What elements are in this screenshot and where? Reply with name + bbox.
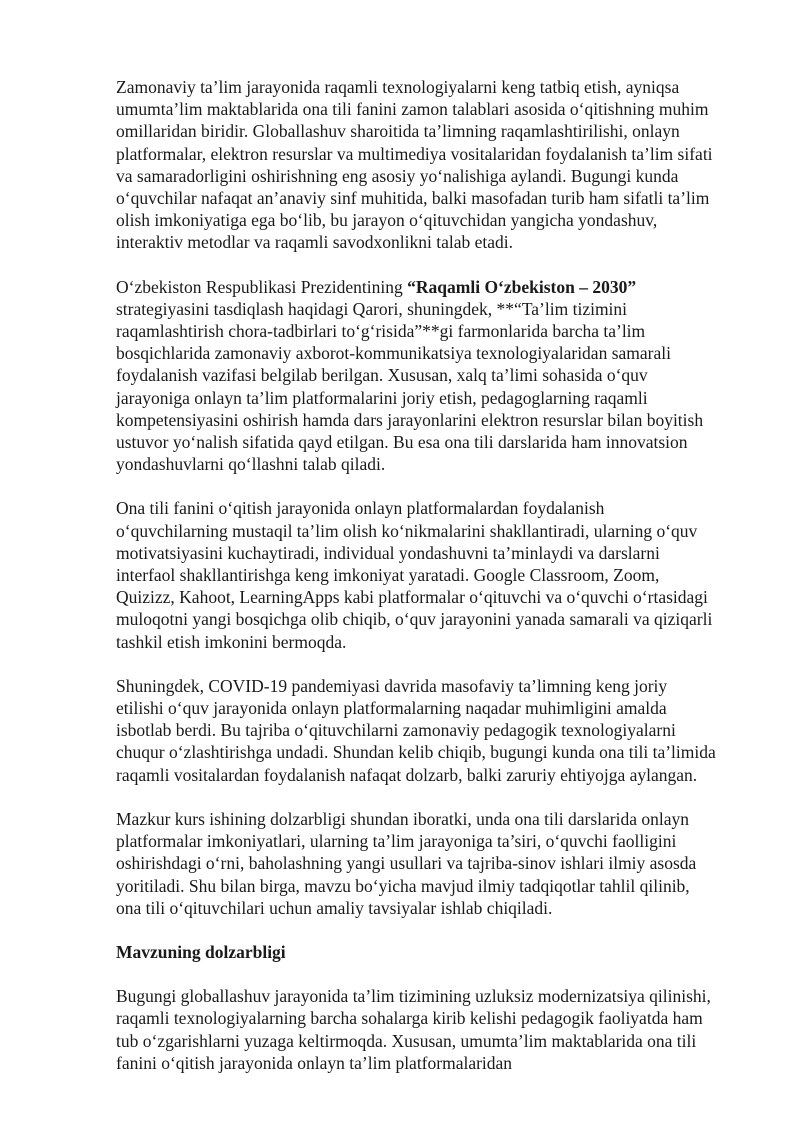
section-heading: Mavzuning dolzarbligi	[116, 941, 286, 962]
document-page	[116, 76, 716, 1074]
paragraph-2	[116, 276, 716, 476]
paragraph-5: Mazkur kurs ishining dolzarbligi shundan iboratki, unda ona tili darslarida onlayn platformalar imkoniyatlari, ularning ta’lim jarayoniga ta’siri, o‘quvchi faolligini oshirishdagi o‘rni, baholashning yangi usullari va tajriba-sinov ishlari ilmiy asosda yoritiladi. Shu bilan birga, mavzu bo‘yicha mavjud ilmiy tadqiqotlar tahlil qilinib, ona tili o‘qituvchilari uchun amaliy tavsiyalar ishlab chiqiladi.	[116, 808, 697, 918]
paragraph-2-intro: O‘zbekiston Respublikasi Prezidentining	[116, 276, 408, 297]
paragraph-1: Zamonaviy ta’lim jarayonida raqamli texnologiyalarni keng tatbiq etish, ayniqsa umumta’lim maktablarida ona tili fanini zamon talablari asosida o‘qitishning muhim omillaridan biridir. Globallashuv sharoitida ta’limning raqamlashtirilishi, onlayn platformalar, elektron resurslar va multimediya vositalaridan foydalanish ta’lim sifati va samaradorligini oshirishning eng asosiy yo‘nalishiga aylandi. Bugungi kunda o‘quvchilar nafaqat an’anaviy sinf muhitida, balki masofadan turib ham sifatli ta’lim olish imkoniyatiga ega bo‘lib, bu jarayon o‘qituvchidan yangicha yondashuv, interaktiv metodlar va raqamli savodxonlikni talab etadi.	[116, 77, 713, 253]
paragraph-2-rest: strategiyasini tasdiqlash haqidagi Qarori, shuningdek, **“Ta’lim tizimini raqamlashtirish chora-tadbirlari to‘g‘risida”**gi farmonlarida barcha ta’lim bosqichlarida zamonaviy axborot-kommunikatsiya texnologiyalaridan samarali foydalanish vazifasi belgilab berilgan. Xususan, xalq ta’limi sohasida o‘quv jarayoniga onlayn ta’lim platformalarini joriy etish, pedagoglarning raqamli kompetensiyasini oshirish hamda dars jarayonlarini elektron resurslar bilan boyitish ustuvor yo‘nalish sifatida qayd etilgan. Bu esa ona tili darslarida ham innovatsion yondashuvlarni qo‘llashni talab qiladi.	[116, 298, 704, 475]
paragraph-6: Bugungi globallashuv jarayonida ta’lim tizimining uzluksiz modernizatsiya qilinishi, raqamli texnologiyalarning barcha sohalarga kirib kelishi pedagogik faoliyatda ham tub o‘zgarishlarni yuzaga keltirmoqda. Xususan, umumta’lim maktablarida ona tili fanini o‘qitish jarayonida onlayn ta’lim platformalaridan	[116, 986, 711, 1073]
paragraph-3: Ona tili fanini o‘qitish jarayonida onlayn platformalardan foydalanish o‘quvchilarning mustaqil ta’lim olish ko‘nikmalarini shakllantiradi, ularning o‘quv motivatsiyasini kuchaytiradi, individual yondashuvni ta’minlaydi va darslarni interfaol shakllantirishga keng imkoniyat yaratadi. Google Classroom, Zoom, Quizizz, Kahoot, LearningApps kabi platformalar o‘qituvchi va o‘quvchi o‘rtasidagi muloqotni yangi bosqichga olib chiqib, o‘quv jarayonini yanada samarali va qiziqarli tashkil etish imkonini bermoqda.	[116, 498, 713, 652]
paragraph-4: Shuningdek, COVID-19 pandemiyasi davrida masofaviy ta’limning keng joriy etilishi o‘quv jarayonida onlayn platformalarning naqadar muhimligini amalda isbotlab berdi. Bu tajriba o‘qituvchilarni zamonaviy pedagogik texnologiyalarni chuqur o‘zlashtirishga undadi. Shundan kelib chiqib, bugungi kunda ona tili ta’limida raqamli vositalardan foydalanish nafaqat dolzarb, balki zaruriy ehtiyojga aylangan.	[116, 675, 716, 785]
strategy-title: “Raqamli O‘zbekiston – 2030”	[407, 276, 637, 297]
